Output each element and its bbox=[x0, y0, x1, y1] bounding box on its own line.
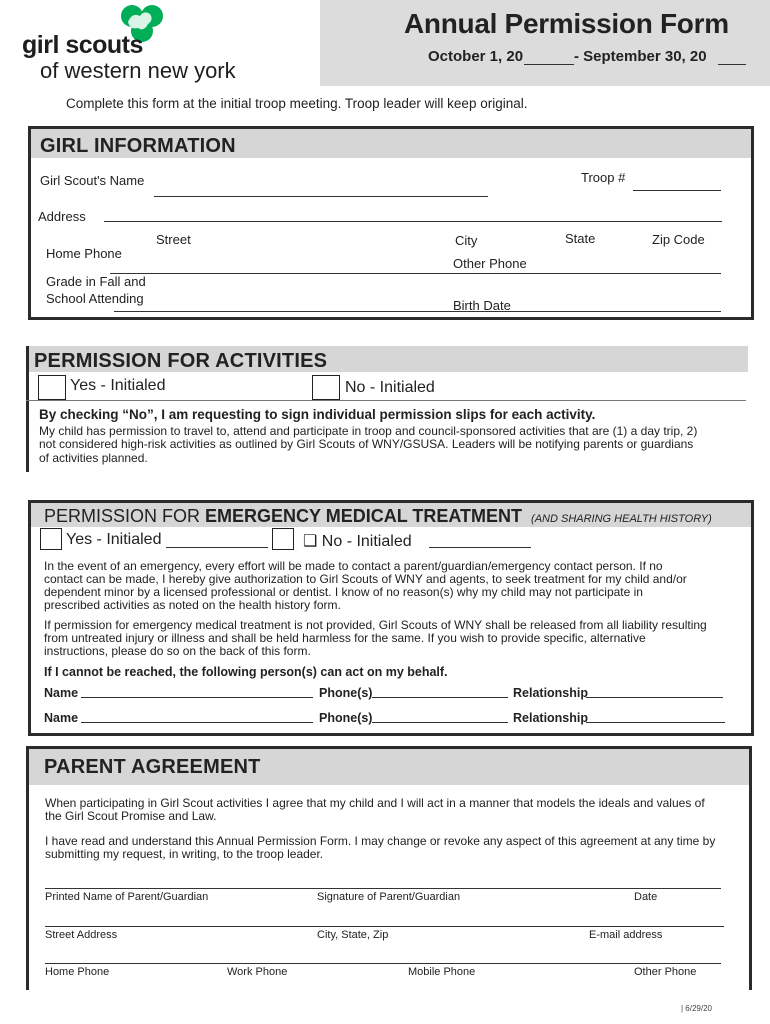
contact1-name-field[interactable] bbox=[81, 697, 313, 698]
period-start-year-field[interactable] bbox=[524, 64, 574, 65]
contact1-phone-field[interactable] bbox=[372, 697, 508, 698]
home-phone-label: Home Phone bbox=[46, 246, 122, 261]
parent-other-phone-label: Other Phone bbox=[634, 966, 697, 978]
period-end: - September 30, 20 bbox=[574, 48, 707, 65]
phones-row-field[interactable] bbox=[45, 963, 721, 964]
parent-signature-row-field[interactable] bbox=[45, 888, 721, 889]
troop-label: Troop # bbox=[581, 170, 626, 185]
address-field[interactable] bbox=[104, 221, 722, 222]
grade-label-2: School Attending bbox=[46, 291, 144, 306]
medical-no-initial-field[interactable] bbox=[429, 547, 531, 548]
contact1-name-label: Name bbox=[44, 686, 79, 700]
grade-label-1: Grade in Fall and bbox=[46, 274, 146, 289]
medical-title-c: (AND SHARING HEALTH HISTORY) bbox=[531, 513, 712, 525]
period-end-year-field[interactable] bbox=[718, 64, 746, 65]
state-label: State bbox=[565, 231, 596, 246]
city-label: City bbox=[455, 233, 478, 248]
medical-yes-checkbox[interactable] bbox=[40, 528, 62, 550]
contact2-phone-field[interactable] bbox=[372, 722, 508, 723]
medical-p2-2: from untreated injury or illness and shall be held harmless for the same. If you wish to provide specific, alternative bbox=[44, 631, 646, 645]
medical-no-checkbox[interactable] bbox=[272, 528, 294, 550]
date-label: Date bbox=[634, 891, 658, 903]
troop-field[interactable] bbox=[633, 190, 721, 191]
period-start: October 1, 20 bbox=[428, 48, 524, 65]
contact2-relationship-field[interactable] bbox=[586, 722, 725, 723]
parent-home-phone-label: Home Phone bbox=[45, 966, 110, 978]
activities-rule bbox=[26, 400, 746, 401]
contact1-relationship-label: Relationship bbox=[513, 686, 589, 700]
contact1-phone-label: Phone(s) bbox=[319, 686, 373, 700]
email-label: E-mail address bbox=[589, 929, 663, 941]
activities-yes-label: Yes - Initialed bbox=[70, 377, 166, 394]
work-phone-label: Work Phone bbox=[227, 966, 288, 978]
medical-p1-4: prescribed activities as noted on the health history form. bbox=[44, 598, 341, 612]
girl-name-label: Girl Scout's Name bbox=[40, 173, 145, 188]
activities-desc-1: My child has permission to travel to, attend and participate in troop and council-sponsored activities that are (1) a day trip, 2) bbox=[39, 424, 698, 438]
phone-field[interactable] bbox=[110, 273, 721, 274]
street-address-label: Street Address bbox=[45, 929, 118, 941]
activities-no-checkbox[interactable] bbox=[312, 375, 340, 400]
medical-p1-3: dependent minor by a licensed professional or dentist. I know of no reason(s) why my child may not participate in bbox=[44, 585, 643, 599]
contact2-phone-label: Phone(s) bbox=[319, 711, 373, 725]
address-row-field[interactable] bbox=[45, 926, 724, 927]
printed-name-label: Printed Name of Parent/Guardian bbox=[45, 891, 209, 903]
mobile-phone-label: Mobile Phone bbox=[408, 966, 476, 978]
activities-left-rule bbox=[26, 346, 29, 472]
activities-no-note: By checking “No”, I am requesting to sign individual permission slips for each activity. bbox=[39, 407, 596, 422]
medical-title bbox=[44, 506, 712, 527]
activities-no-label: No - Initialed bbox=[345, 379, 435, 396]
agreement-p2-2: submitting my request, in writing, to the troop leader. bbox=[45, 847, 324, 861]
activities-title: PERMISSION FOR ACTIVITIES bbox=[34, 350, 328, 372]
medical-no-label: ❑ No - Initialed bbox=[303, 533, 412, 550]
girl-name-field[interactable] bbox=[154, 196, 488, 197]
revision-date: | 6/29/20 bbox=[681, 1004, 712, 1013]
contact2-name-field[interactable] bbox=[81, 722, 313, 723]
street-label: Street bbox=[156, 232, 191, 247]
birth-date-label: Birth Date bbox=[453, 298, 511, 313]
medical-reach-label: If I cannot be reached, the following person(s) can act on my behalf. bbox=[44, 665, 448, 679]
medical-p2-3: instructions, please do so on the back of this form. bbox=[44, 644, 311, 658]
activities-yes-checkbox[interactable] bbox=[38, 375, 66, 400]
grade-school-field[interactable] bbox=[114, 311, 721, 312]
activities-desc-2: not considered high-risk activities as outlined by Girl Scouts of WNY/GSUSA. Leaders will be notifying parents or guardians bbox=[39, 437, 694, 451]
form-title: Annual Permission Form bbox=[404, 8, 729, 39]
agreement-p1-2: the Girl Scout Promise and Law. bbox=[45, 809, 217, 823]
signature-label: Signature of Parent/Guardian bbox=[317, 891, 461, 903]
address-label: Address bbox=[38, 209, 86, 224]
medical-title-b: EMERGENCY MEDICAL TREATMENT bbox=[205, 506, 523, 526]
girl-info-title: GIRL INFORMATION bbox=[40, 135, 236, 157]
contact2-name-label: Name bbox=[44, 711, 79, 725]
city-state-zip-label: City, State, Zip bbox=[317, 929, 389, 941]
form-instructions: Complete this form at the initial troop meeting. Troop leader will keep original. bbox=[66, 96, 528, 111]
agreement-title: PARENT AGREEMENT bbox=[44, 756, 261, 778]
medical-yes-label: Yes - Initialed bbox=[66, 531, 162, 548]
logo-line-2: of western new york bbox=[40, 58, 236, 83]
logo-line-1: girl scouts bbox=[22, 31, 143, 59]
agreement-p2-1: I have read and understand this Annual Permission Form. I may change or revoke any aspect of this agreement at any time by bbox=[45, 834, 716, 848]
other-phone-label: Other Phone bbox=[453, 256, 527, 271]
contact1-relationship-field[interactable] bbox=[586, 697, 723, 698]
medical-yes-initial-field[interactable] bbox=[166, 547, 268, 548]
activities-desc-3: of activities planned. bbox=[39, 451, 148, 465]
zip-label: Zip Code bbox=[652, 232, 705, 247]
medical-p2-1: If permission for emergency medical treatment is not provided, Girl Scouts of WNY shall be released from all liability resulting bbox=[44, 618, 707, 632]
contact2-relationship-label: Relationship bbox=[513, 711, 589, 725]
agreement-p1-1: When participating in Girl Scout activities I agree that my child and I will act in a manner that models the ideals and values of bbox=[45, 796, 705, 810]
medical-p1-1: In the event of an emergency, every effort will be made to contact a parent/guardian/emergency contact person. If no bbox=[44, 559, 663, 573]
medical-title-a: PERMISSION FOR bbox=[44, 506, 206, 526]
medical-p1-2: contact can be made, I hereby give authorization to Girl Scouts of WNY and agents, to seek treatment for my child and/or bbox=[44, 572, 687, 586]
